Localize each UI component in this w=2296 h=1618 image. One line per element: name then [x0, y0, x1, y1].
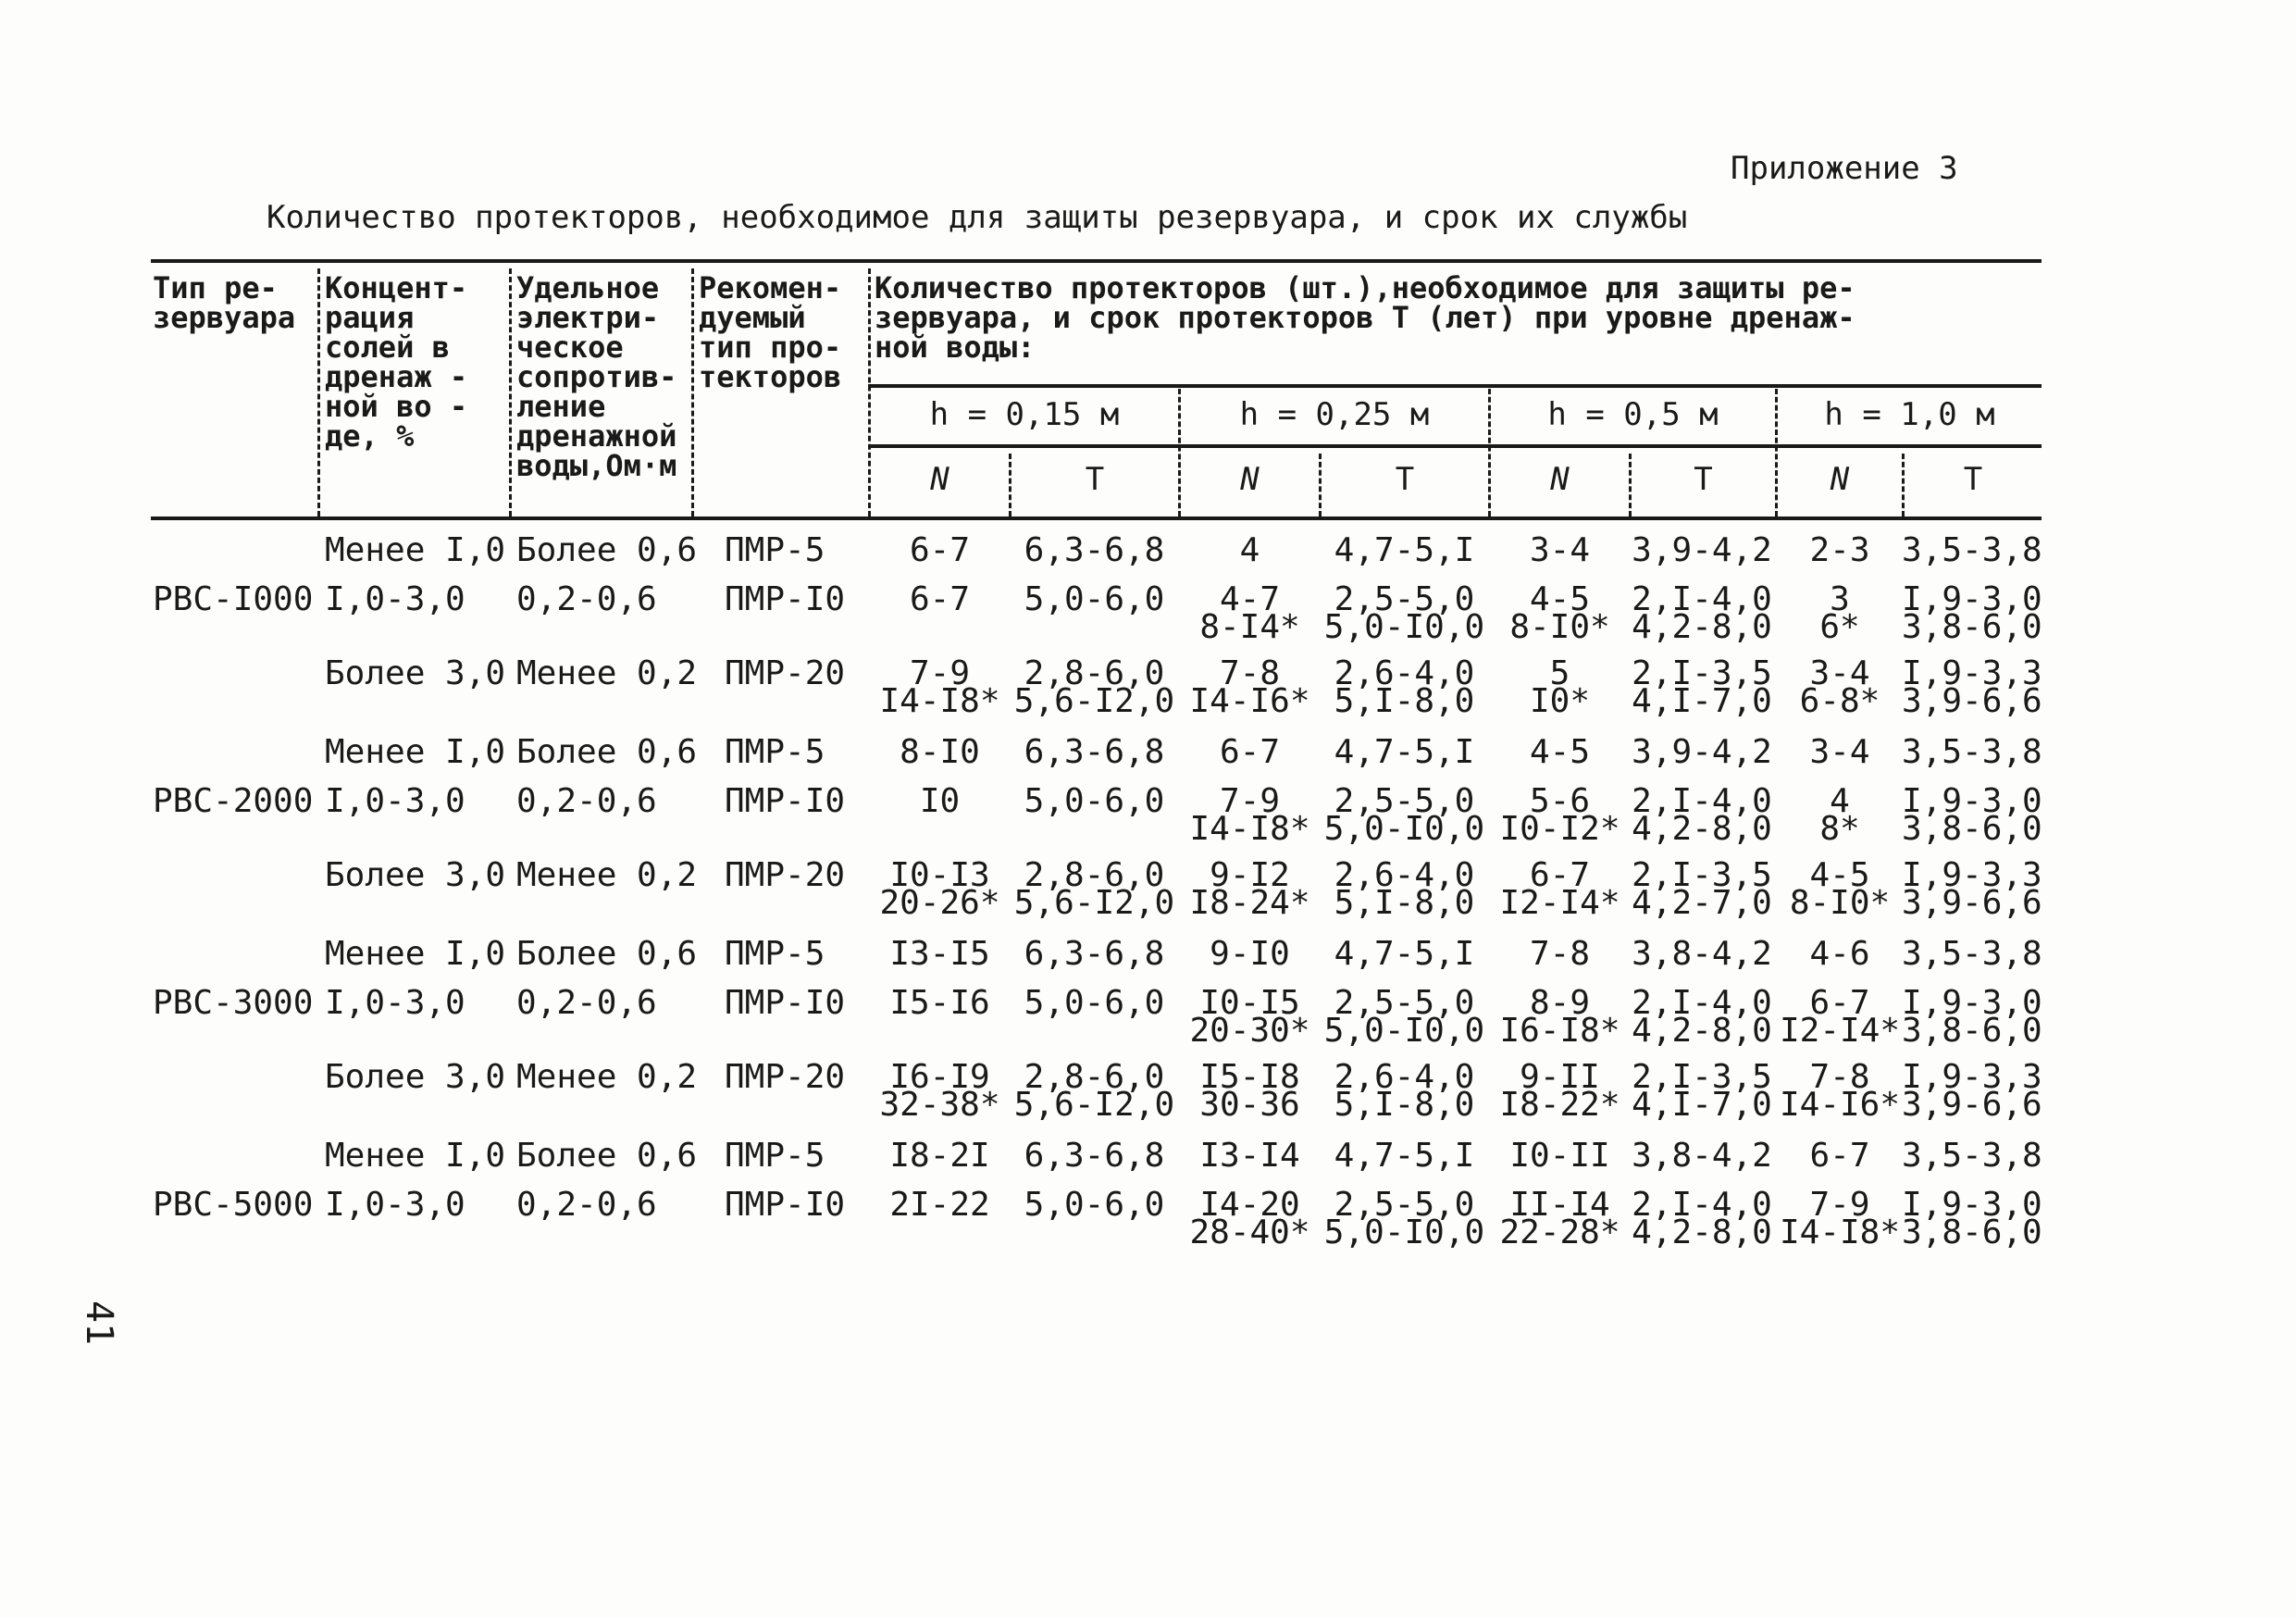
cell-t-05: 2,I-4,0 4,2-8,0: [1632, 1186, 1772, 1251]
cell-t-05: 2,I-3,5 4,I-7,0: [1632, 1058, 1772, 1124]
cell-t-015: 5,0-6,0: [1024, 782, 1165, 820]
cell-resistivity: Менее 0,2: [516, 856, 698, 894]
cell-t-015: 2,8-6,0 5,6-I2,0: [1013, 1058, 1175, 1124]
cell-n-05: 5-6 I0-I2*: [1499, 782, 1620, 848]
cell-n-10: 6-7 I2-I4*: [1779, 984, 1901, 1050]
cell-n-015: I0: [919, 782, 961, 820]
cell-t-05: 2,I-4,0 4,2-8,0: [1632, 782, 1772, 848]
cell-protector-type: ПМР-20: [725, 654, 846, 692]
table-top-rule: [151, 259, 2042, 263]
cell-n-015: 6-7: [909, 531, 971, 569]
cell-n-10: 4-5 8-I0*: [1789, 856, 1891, 922]
cell-protector-type: ПМР-I0: [725, 580, 846, 618]
cell-protector-type: ПМР-20: [725, 1058, 846, 1096]
cell-n-015: 6-7: [909, 580, 971, 618]
cell-t-015: 6,3-6,8: [1024, 531, 1165, 569]
header-level-4: h = 1,0 м: [1824, 396, 1995, 433]
header-level-2: h = 0,25 м: [1239, 396, 1430, 433]
cell-t-025: 4,7-5,I: [1334, 1137, 1475, 1175]
cell-t-015: 6,3-6,8: [1024, 1137, 1165, 1175]
cell-n-05: I0-II: [1509, 1137, 1610, 1175]
cell-n-025: 6-7: [1219, 733, 1281, 771]
cell-t-05: 3,9-4,2: [1632, 531, 1772, 569]
header-level-3: h = 0,5 м: [1547, 396, 1719, 433]
cell-tank-type: РВС-I000: [153, 580, 314, 618]
cell-n-015: I3-I5: [889, 935, 990, 973]
header-tank-type: Тип ре- зервуара: [153, 270, 296, 335]
cell-n-10: 7-8 I4-I6*: [1779, 1058, 1901, 1124]
cell-t-015: 6,3-6,8: [1024, 733, 1165, 771]
cell-t-015: 5,0-6,0: [1024, 984, 1165, 1022]
cell-t-05: 3,8-4,2: [1632, 1137, 1772, 1175]
cell-n-025: I4-20 28-40*: [1189, 1186, 1310, 1251]
cell-t-05: 3,8-4,2: [1632, 935, 1772, 973]
header-group: Количество протекторов (шт.),необходимое для защиты ре- зервуара, и срок протекторов Т (лет) при уровне дренаж- ной воды:: [875, 270, 1855, 365]
cell-n-025: 4: [1239, 531, 1260, 569]
cell-n-10: 3 6*: [1819, 580, 1860, 646]
cell-t-015: 6,3-6,8: [1024, 935, 1165, 973]
header-n: N: [1240, 461, 1260, 498]
cell-protector-type: ПМР-I0: [725, 1186, 846, 1224]
cell-t-10: I,9-3,0 3,8-6,0: [1902, 1186, 2042, 1251]
header-separator: [691, 268, 694, 517]
cell-protector-type: ПМР-5: [725, 733, 825, 771]
cell-tank-type: РВС-3000: [153, 984, 314, 1022]
cell-n-025: 9-I2 I8-24*: [1189, 856, 1310, 922]
cell-t-05: 2,I-4,0 4,2-8,0: [1632, 580, 1772, 646]
cell-tank-type: РВС-2000: [153, 782, 314, 820]
cell-protector-type: ПМР-5: [725, 531, 825, 569]
levels-rule: [868, 444, 2042, 448]
cell-t-025: 2,5-5,0 5,0-I0,0: [1323, 580, 1485, 646]
cell-n-05: 6-7 I2-I4*: [1499, 856, 1620, 922]
appendix-label: Приложение 3: [1731, 150, 1958, 187]
cell-salt-concentration: Менее I,0: [325, 935, 506, 973]
cell-salt-concentration: I,0-3,0: [325, 782, 465, 820]
cell-resistivity: Более 0,6: [516, 531, 698, 569]
header-n: N: [1550, 461, 1570, 498]
header-n: N: [930, 461, 949, 498]
cell-n-05: 5 I0*: [1529, 654, 1591, 720]
table-title: Количество протекторов, необходимое для защиты резервуара, и срок их службы: [267, 199, 1688, 236]
cell-t-025: 2,6-4,0 5,I-8,0: [1334, 1058, 1475, 1124]
cell-n-025: 7-9 I4-I8*: [1189, 782, 1310, 848]
cell-n-05: II-I4 22-28*: [1499, 1186, 1620, 1251]
cell-t-05: 2,I-4,0 4,2-8,0: [1632, 984, 1772, 1050]
cell-t-025: 2,5-5,0 5,0-I0,0: [1323, 782, 1485, 848]
cell-protector-type: ПМР-I0: [725, 782, 846, 820]
cell-n-10: 7-9 I4-I8*: [1779, 1186, 1901, 1251]
cell-n-025: I5-I8 30-36: [1199, 1058, 1300, 1124]
cell-protector-type: ПМР-I0: [725, 984, 846, 1022]
cell-tank-type: РВС-5000: [153, 1186, 314, 1224]
cell-t-025: 2,5-5,0 5,0-I0,0: [1323, 984, 1485, 1050]
cell-t-10: I,9-3,0 3,8-6,0: [1902, 984, 2042, 1050]
cell-n-05: 3-4: [1529, 531, 1591, 569]
cell-t-015: 5,0-6,0: [1024, 1186, 1165, 1224]
cell-t-015: 2,8-6,0 5,6-I2,0: [1013, 654, 1175, 720]
cell-n-10: 3-4: [1809, 733, 1870, 771]
cell-t-015: 5,0-6,0: [1024, 580, 1165, 618]
cell-t-05: 2,I-3,5 4,2-7,0: [1632, 856, 1772, 922]
cell-salt-concentration: Более 3,0: [325, 856, 506, 894]
cell-protector-type: ПМР-20: [725, 856, 846, 894]
cell-n-015: I0-I3 20-26*: [879, 856, 1000, 922]
header-bottom-rule: [151, 517, 2042, 520]
group-header-rule: [868, 384, 2042, 388]
cell-t-10: I,9-3,0 3,8-6,0: [1902, 782, 2042, 848]
cell-t-10: I,9-3,3 3,9-6,6: [1902, 856, 2042, 922]
cell-t-10: I,9-3,3 3,9-6,6: [1902, 1058, 2042, 1124]
header-t: Т: [1395, 461, 1415, 498]
cell-resistivity: 0,2-0,6: [516, 580, 657, 618]
cell-n-015: I8-2I: [889, 1137, 990, 1175]
cell-n-015: 2I-22: [889, 1186, 990, 1224]
cell-t-10: 3,5-3,8: [1902, 1137, 2042, 1175]
header-n: N: [1830, 461, 1850, 498]
cell-n-025: 7-8 I4-I6*: [1189, 654, 1310, 720]
cell-salt-concentration: I,0-3,0: [325, 1186, 465, 1224]
cell-resistivity: 0,2-0,6: [516, 984, 657, 1022]
cell-salt-concentration: Менее I,0: [325, 733, 506, 771]
cell-n-05: 7-8: [1529, 935, 1591, 973]
protector-table: [151, 259, 2042, 1268]
cell-n-10: 4-6: [1809, 935, 1870, 973]
cell-t-015: 2,8-6,0 5,6-I2,0: [1013, 856, 1175, 922]
header-t: Т: [1963, 461, 1983, 498]
cell-t-10: 3,5-3,8: [1902, 733, 2042, 771]
header-separator: [509, 268, 512, 517]
cell-t-025: 4,7-5,I: [1334, 733, 1475, 771]
cell-n-025: 9-I0: [1210, 935, 1290, 973]
cell-t-025: 2,6-4,0 5,I-8,0: [1334, 856, 1475, 922]
cell-salt-concentration: I,0-3,0: [325, 984, 465, 1022]
header-salt-concentration: Концент- рация солей в дренаж - ной во - де, %: [325, 270, 468, 454]
cell-salt-concentration: Менее I,0: [325, 531, 506, 569]
header-protector-type: Рекомен- дуемый тип про- текторов: [699, 270, 842, 394]
cell-n-05: 4-5: [1529, 733, 1591, 771]
cell-n-025: I3-I4: [1199, 1137, 1300, 1175]
cell-resistivity: Более 0,6: [516, 935, 698, 973]
cell-n-015: 7-9 I4-I8*: [879, 654, 1000, 720]
cell-n-05: 9-II I8-22*: [1499, 1058, 1620, 1124]
cell-salt-concentration: Более 3,0: [325, 1058, 506, 1096]
cell-salt-concentration: Более 3,0: [325, 654, 506, 692]
cell-resistivity: 0,2-0,6: [516, 782, 657, 820]
cell-resistivity: Более 0,6: [516, 733, 698, 771]
cell-protector-type: ПМР-5: [725, 935, 825, 973]
header-t: Т: [1085, 461, 1105, 498]
cell-protector-type: ПМР-5: [725, 1137, 825, 1175]
cell-t-10: I,9-3,0 3,8-6,0: [1902, 580, 2042, 646]
cell-salt-concentration: Менее I,0: [325, 1137, 506, 1175]
header-separator: [317, 268, 320, 517]
cell-resistivity: Менее 0,2: [516, 1058, 698, 1096]
cell-n-05: 4-5 8-I0*: [1509, 580, 1610, 646]
cell-n-10: 4 8*: [1819, 782, 1860, 848]
cell-n-015: I5-I6: [889, 984, 990, 1022]
cell-n-10: 6-7: [1809, 1137, 1870, 1175]
cell-t-05: 2,I-3,5 4,I-7,0: [1632, 654, 1772, 720]
cell-t-025: 2,6-4,0 5,I-8,0: [1334, 654, 1475, 720]
header-resistivity: Удельное электри- ческое сопротив- ление дренажной воды,Ом·м: [516, 270, 677, 483]
cell-n-015: 8-I0: [900, 733, 980, 771]
cell-t-025: 4,7-5,I: [1334, 531, 1475, 569]
cell-t-10: 3,5-3,8: [1902, 531, 2042, 569]
cell-n-10: 2-3: [1809, 531, 1870, 569]
header-level-1: h = 0,15 м: [929, 396, 1120, 433]
cell-t-10: 3,5-3,8: [1902, 935, 2042, 973]
header-t: Т: [1694, 461, 1713, 498]
cell-n-05: 8-9 I6-I8*: [1499, 984, 1620, 1050]
cell-t-10: I,9-3,3 3,9-6,6: [1902, 654, 2042, 720]
cell-n-025: I0-I5 20-30*: [1189, 984, 1310, 1050]
cell-t-05: 3,9-4,2: [1632, 733, 1772, 771]
cell-n-10: 3-4 6-8*: [1799, 654, 1880, 720]
cell-resistivity: Более 0,6: [516, 1137, 698, 1175]
cell-n-015: I6-I9 32-38*: [879, 1058, 1000, 1124]
cell-t-025: 4,7-5,I: [1334, 935, 1475, 973]
page-number: 41: [78, 1301, 120, 1346]
cell-n-025: 4-7 8-I4*: [1199, 580, 1300, 646]
cell-resistivity: 0,2-0,6: [516, 1186, 657, 1224]
cell-resistivity: Менее 0,2: [516, 654, 698, 692]
cell-t-025: 2,5-5,0 5,0-I0,0: [1323, 1186, 1485, 1251]
cell-salt-concentration: I,0-3,0: [325, 580, 465, 618]
